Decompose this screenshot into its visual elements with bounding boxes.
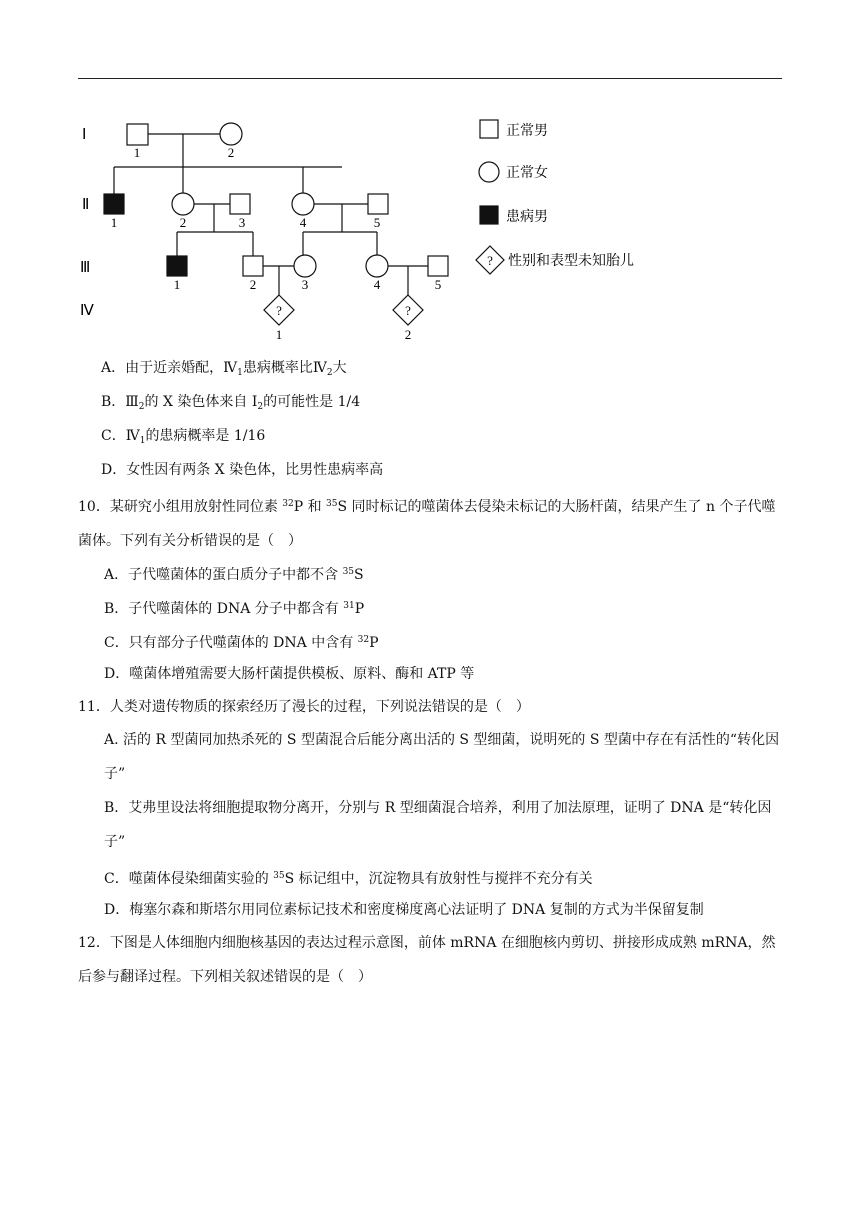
individual-I2-normal-female — [220, 123, 242, 145]
q10-option-b: B．子代噬菌体的 DNA 分子中都含有 $^{31}$P — [104, 601, 365, 617]
num-I2: 2 — [227, 145, 235, 160]
individual-III1-affected-male — [167, 256, 187, 276]
generation-label-2: Ⅱ — [82, 197, 90, 213]
q9-option-a: A．由于近亲婚配，$Ⅳ_1$患病概率比$Ⅳ_2$大 — [101, 360, 347, 378]
q9-option-d: D．女性因有两条 X 染色体，比男性患病率高 — [101, 462, 384, 478]
q9-option-b: B．$Ⅲ_2$的 X 染色体来自 $I_2$的可能性是 1/4 — [101, 394, 361, 412]
num-III3: 3 — [301, 277, 309, 292]
individual-II4-normal-female — [292, 193, 314, 215]
num-II1: 1 — [110, 215, 118, 230]
legend-unknown-fetus-label: 性别和表型未知胎儿 — [508, 253, 634, 269]
num-III2: 2 — [249, 277, 257, 292]
iv2-question-mark: ? — [405, 303, 411, 318]
num-II2: 2 — [179, 215, 187, 230]
individual-III3-normal-female — [294, 255, 316, 277]
generation-label-1: Ⅰ — [82, 127, 87, 143]
individual-III4-normal-female — [366, 255, 388, 277]
legend-normal-male-symbol — [480, 120, 498, 138]
q11-option-a: A. 活的 R 型菌同加热杀死的 S 型菌混合后能分离出活的 S 型细菌，说明死的 S 型菌中存在有活性的“转化因子” — [104, 732, 780, 782]
num-III1: 1 — [173, 277, 181, 292]
num-II4: 4 — [299, 215, 307, 230]
individual-III2-normal-male — [243, 256, 263, 276]
num-II5: 5 — [373, 215, 381, 230]
individual-II2-normal-female — [172, 193, 194, 215]
iv1-question-mark: ? — [276, 303, 282, 318]
legend-normal-female-symbol — [479, 162, 499, 182]
legend-question-mark: ? — [487, 253, 493, 268]
q10-option-c: C．只有部分子代噬菌体的 DNA 中含有 $^{32}$P — [104, 635, 379, 651]
individual-III5-normal-male — [428, 256, 448, 276]
pedigree-legend — [476, 120, 634, 274]
num-IV1: 1 — [275, 327, 283, 342]
q11-option-d: D．梅塞尔森和斯塔尔用同位素标记技术和密度梯度离心法证明了 DNA 复制的方式为半保留复制 — [104, 902, 704, 918]
q10-option-d: D．噬菌体增殖需要大肠杆菌提供模板、原料、酶和 ATP 等 — [104, 666, 475, 682]
num-II3: 3 — [238, 215, 246, 230]
q11-option-c: C．噬菌体侵染细菌实验的 $^{35}$S 标记组中，沉淀物具有放射性与搅拌不充分有关 — [104, 871, 593, 887]
individual-II5-normal-male — [368, 194, 388, 214]
individual-II1-affected-male — [104, 194, 124, 214]
header-rule — [78, 78, 782, 79]
generation-label-3: Ⅲ — [80, 260, 91, 276]
pedigree-chart — [70, 105, 670, 345]
individual-I1-normal-male — [127, 124, 148, 145]
q11-option-b: B．艾弗里设法将细胞提取物分离开，分别与 R 型细菌混合培养，利用了加法原理，证明了 DNA 是“转化因子” — [104, 800, 772, 850]
q12-stem: 12．下图是人体细胞内细胞核基因的表达过程示意图，前体 mRNA 在细胞核内剪切、拼接形成成熟 mRNA，然后参与翻译过程。下列相关叙述错误的是（ ） — [78, 935, 776, 985]
individual-II3-normal-male — [230, 194, 250, 214]
q11-stem: 11．人类对遗传物质的探索经历了漫长的过程，下列说法错误的是（ ） — [78, 699, 530, 715]
legend-affected-male-symbol — [480, 206, 498, 224]
num-III4: 4 — [373, 277, 381, 292]
num-III5: 5 — [434, 277, 442, 292]
q10-option-a: A．子代噬菌体的蛋白质分子中都不含 $^{35}$S — [104, 567, 364, 583]
num-I1: 1 — [133, 145, 141, 160]
legend-normal-female-label: 正常女 — [506, 165, 548, 181]
generation-label-4: Ⅳ — [80, 303, 94, 319]
legend-affected-male-label: 患病男 — [506, 209, 548, 225]
q10-stem: 10．某研究小组用放射性同位素 $^{32}$P 和 $^{35}$S 同时标记的噬菌体去侵染未标记的大肠杆菌，结果产生了 n 个子代噬菌体。下列有关分析错误的是（ ） — [78, 499, 776, 549]
q9-option-c: C．$Ⅳ_1$的患病概率是 1/16 — [101, 428, 266, 446]
legend-normal-male-label: 正常男 — [506, 123, 548, 139]
num-IV2: 2 — [404, 327, 412, 342]
